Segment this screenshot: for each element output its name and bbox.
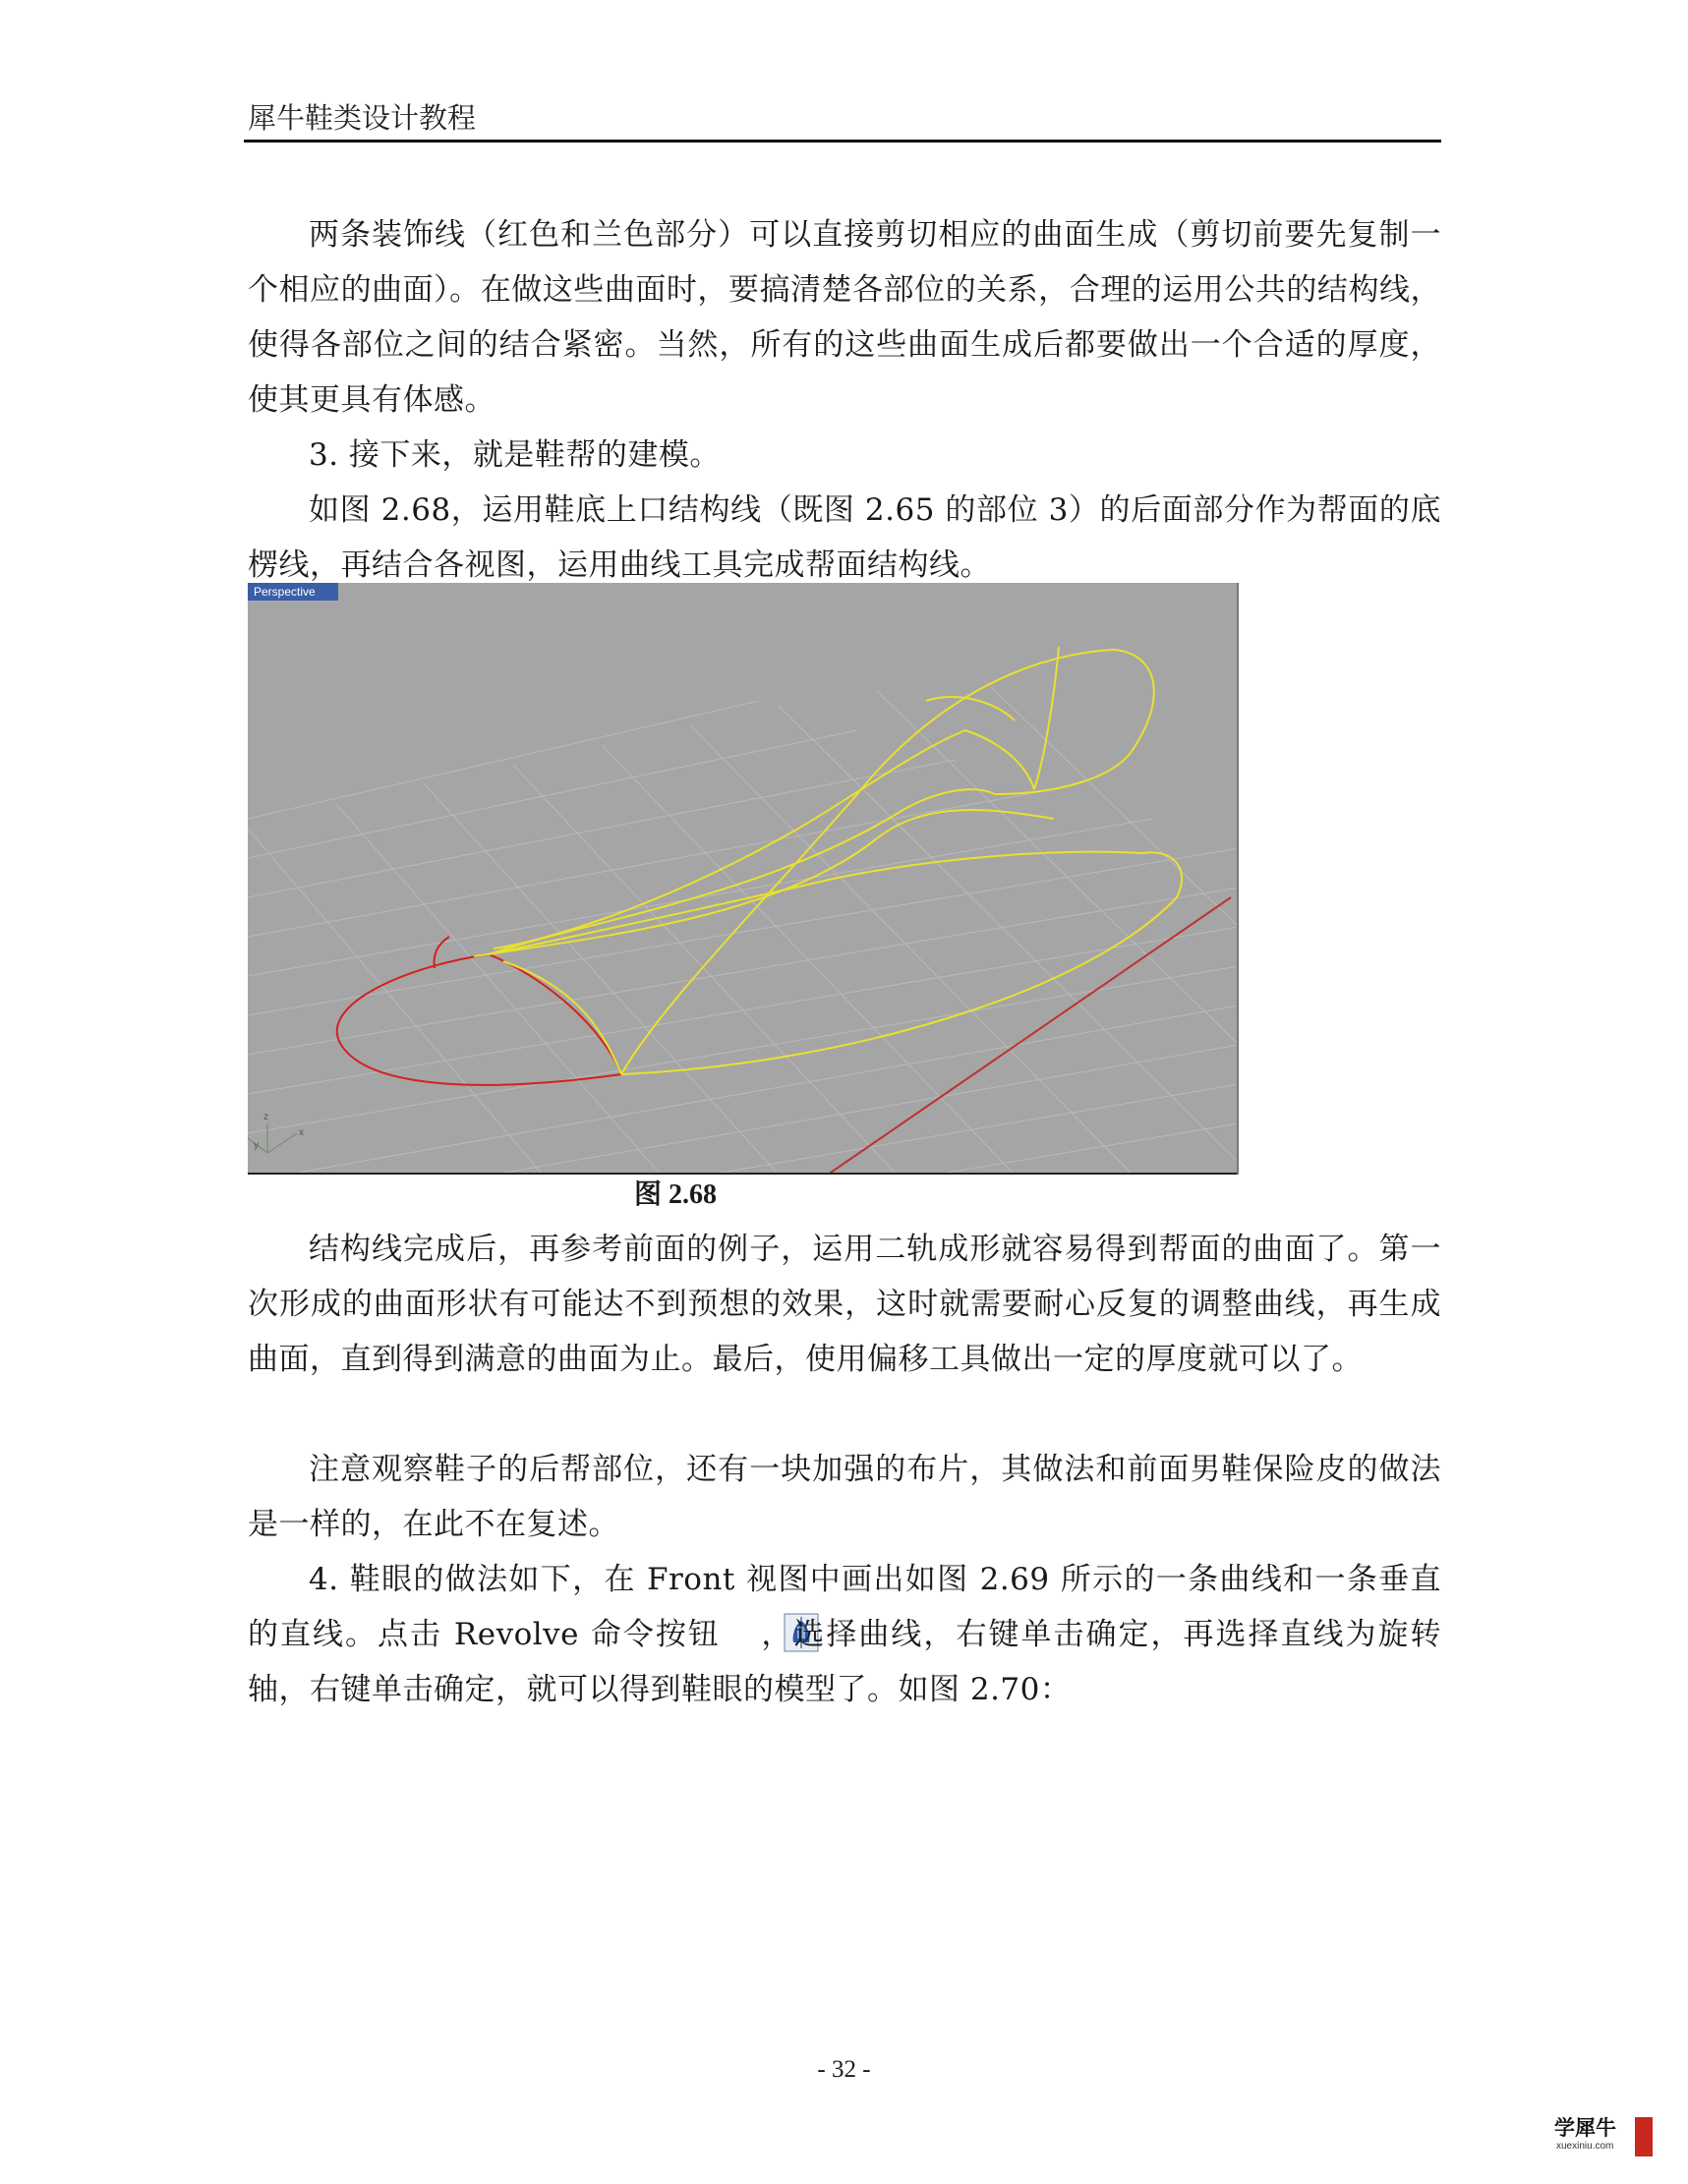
axis-label-y: y: [254, 1140, 259, 1151]
revolve-text-before: 4. 鞋眼的做法如下，在 Front 视图中画出如图 2.69 所示的一条曲线和一条垂直的直线。点击 Revolve 命令按钮: [248, 1562, 1441, 1652]
paragraph-surface-generation: 结构线完成后，再参考前面的例子，运用二轨成形就容易得到帮面的曲面了。第一次形成的曲面形状有可能达不到预想的效果，这时就需要耐心反复的调整曲线，再生成曲面，直到得到满意的曲面为止。最后，使用偏移工具做出一定的厚度就可以了。: [248, 1232, 1441, 1377]
page-number: - 32 -: [817, 2056, 871, 2083]
watermark-seal: [1635, 2117, 1653, 2156]
paragraph-fig-2-68-intro: 如图 2.68，运用鞋底上口结构线（既图 2.65 的部位 3）的后面部分作为帮面的底楞线，再结合各视图，运用曲线工具完成帮面结构线。: [248, 492, 1441, 583]
paragraph-step-3: 3. 接下来，就是鞋帮的建模。: [309, 437, 721, 473]
watermark-url: xuexiniu.com: [1556, 2141, 1614, 2152]
viewport-label: [248, 583, 338, 601]
paragraph-step-4-revolve: [248, 1552, 1441, 1717]
axis-label-x: x: [299, 1127, 304, 1138]
watermark-logo: [1554, 2115, 1653, 2162]
revolve-tool-icon: [723, 1613, 758, 1652]
page-header-title: 犀牛鞋类设计教程: [248, 101, 477, 135]
figure-2-68: [248, 583, 1239, 1175]
watermark-text: 学犀牛: [1554, 2115, 1616, 2140]
header-rule: [244, 140, 1441, 143]
axis-label-z: z: [263, 1112, 268, 1122]
svg-text:Perspective: Perspective: [254, 585, 316, 599]
figure-caption: 图 2.68: [634, 1179, 718, 1210]
paragraph-heel-reinforcement: 注意观察鞋子的后帮部位，还有一块加强的布片，其做法和前面男鞋保险皮的做法是一样的，在此不在复述。: [248, 1452, 1441, 1542]
perspective-viewport: [248, 583, 1239, 1175]
paragraph-decoration-lines: 两条装饰线（红色和兰色部分）可以直接剪切相应的曲面生成（剪切前要先复制一个相应的曲面）。在做这些曲面时，要搞清楚各部位的关系，合理的运用公共的结构线，使得各部位之间的结合紧密。当然，所有的这些曲面生成后都要做出一个合适的厚度，使其更具有体感。: [248, 217, 1441, 418]
revolve-text-after: ，选择曲线，右键单击确定，再选择直线为旋转轴，右键单击确定，就可以得到鞋眼的模型了。如图 2.70：: [248, 1617, 1442, 1707]
